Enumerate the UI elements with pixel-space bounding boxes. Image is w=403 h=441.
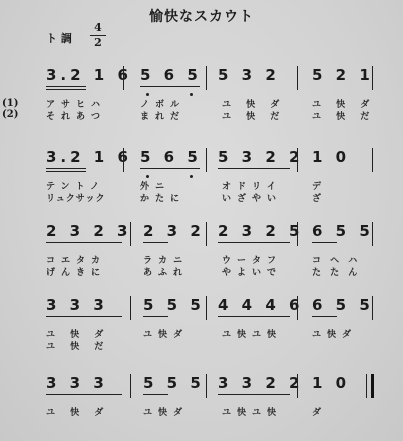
lyric-line-1: オドリイ [222, 182, 282, 192]
beam [218, 168, 290, 169]
lyric-line-1: ユ快ユ快 [222, 330, 283, 340]
beam [218, 242, 290, 243]
barline [130, 222, 131, 246]
time-signature-top: 4 [94, 21, 102, 34]
lyric-line-1: ユ 快 ダ [46, 408, 110, 418]
barline [372, 222, 373, 246]
measure-notes: 1 0 [312, 374, 351, 392]
beam [46, 171, 86, 172]
low-octave-dot [146, 175, 149, 178]
beam [46, 86, 86, 87]
barline [130, 374, 131, 398]
lyric-line-2: まれだ [140, 112, 186, 122]
beam [143, 316, 168, 317]
barline [297, 222, 298, 246]
barline [372, 296, 373, 320]
lyric-line-1: テントノ [46, 182, 106, 192]
lyric-line-2: あふれ [143, 268, 189, 278]
lyric-line-1: ノボル [140, 100, 186, 110]
barline [123, 148, 124, 172]
beam [46, 394, 122, 395]
lyric-line-1: ユ快ダ [143, 330, 189, 340]
measure-notes: 5 5 5 [143, 296, 205, 314]
lyric-line-1: ユ 快 ダ [46, 330, 110, 340]
stanza-labels [2, 98, 18, 120]
measure-notes: 3 3 3 [46, 296, 108, 314]
measure-notes: 5 5 5 [143, 374, 205, 392]
lyric-line-1: ラカニ [143, 256, 189, 266]
lyric-line-1: アサヒハ [46, 100, 107, 110]
final-barline-thick [371, 374, 374, 398]
measure-notes: 5 6 5 [140, 66, 202, 84]
time-signature-bottom: 2 [94, 36, 102, 49]
barline [206, 148, 207, 172]
time-signature [90, 22, 106, 49]
barline [372, 148, 373, 172]
barline [372, 66, 373, 90]
barline [206, 222, 207, 246]
measure-notes: 5 2 1 [312, 66, 374, 84]
beam [46, 242, 122, 243]
measure-notes: 3.2 1 6 [46, 66, 132, 84]
barline [123, 66, 124, 90]
measure-notes: 3 3 2 2 [218, 374, 304, 392]
barline [297, 296, 298, 320]
lyric-line-2: それあつ [46, 112, 107, 122]
lyric-line-1: コ ヘ ハ [312, 256, 361, 266]
beam [312, 242, 337, 243]
beam [143, 242, 168, 243]
barline [297, 148, 298, 172]
lyric-line-1: ユ 快 ダ [222, 100, 286, 110]
measure-notes: 1 0 [312, 148, 351, 166]
lyric-line-2: かたに [140, 194, 186, 204]
lyric-line-2: ユ 快 だ [46, 342, 110, 352]
lyric-line-1: ユ快ダ [312, 330, 358, 340]
lyric-line-2: ユ 快 だ [222, 112, 286, 122]
lyric-line-2: た た ん [312, 268, 361, 278]
lyric-line-1: コエタカ [46, 256, 107, 266]
measure-notes: 6 5 5 [312, 296, 374, 314]
measure-notes: 5 3 2 2 [218, 148, 304, 166]
low-octave-dot [190, 175, 193, 178]
stanza-label-2: (2) [2, 109, 19, 120]
measure-notes: 6 5 5 [312, 222, 374, 240]
final-barline-thin [366, 374, 367, 398]
beam [140, 168, 200, 169]
lyric-line-1: ダ [312, 408, 328, 418]
beam [312, 316, 337, 317]
lyric-line-2: リュクサック [46, 194, 106, 204]
measure-notes: 2 3 2 5 [218, 222, 304, 240]
key-label: ト 調 [46, 32, 72, 45]
measure-notes: 5 6 5 [140, 148, 202, 166]
measure-notes: 2 3 2 3 [46, 222, 132, 240]
lyric-line-2: いざやい [222, 194, 283, 204]
barline [297, 66, 298, 90]
low-octave-dot [146, 93, 149, 96]
lyric-line-1: ウータフ [222, 256, 283, 266]
measure-notes: 3.2 1 6 [46, 148, 132, 166]
lyric-line-2: ざ [312, 194, 328, 204]
lyric-line-1: デ [312, 182, 328, 192]
lyric-line-2: げんきに [46, 268, 107, 278]
lyric-line-1: ユ快ユ快 [222, 408, 283, 418]
barline [130, 296, 131, 320]
lyric-line-1: ユ快ダ [143, 408, 189, 418]
beam [46, 168, 86, 169]
beam [218, 316, 290, 317]
lyric-line-1: 外ニ [140, 182, 171, 192]
lyric-line-2: やよいで [222, 268, 283, 278]
measure-notes: 2 3 2 [143, 222, 205, 240]
beam [46, 316, 122, 317]
lyric-line-2: ユ 快 だ [312, 112, 376, 122]
measure-notes: 5 3 2 [218, 66, 280, 84]
beam [140, 86, 200, 87]
lyric-line-1: ユ 快 ダ [312, 100, 376, 110]
low-octave-dot [190, 93, 193, 96]
barline [297, 374, 298, 398]
song-title: 愉快なスカウト [149, 9, 254, 25]
barline [206, 296, 207, 320]
barline [206, 66, 207, 90]
beam [143, 394, 168, 395]
measure-notes: 3 3 3 [46, 374, 108, 392]
beam [46, 89, 86, 90]
beam [218, 394, 290, 395]
measure-notes: 4 4 4 6 [218, 296, 304, 314]
barline [206, 374, 207, 398]
stanza-label-1: (1) [2, 98, 19, 109]
